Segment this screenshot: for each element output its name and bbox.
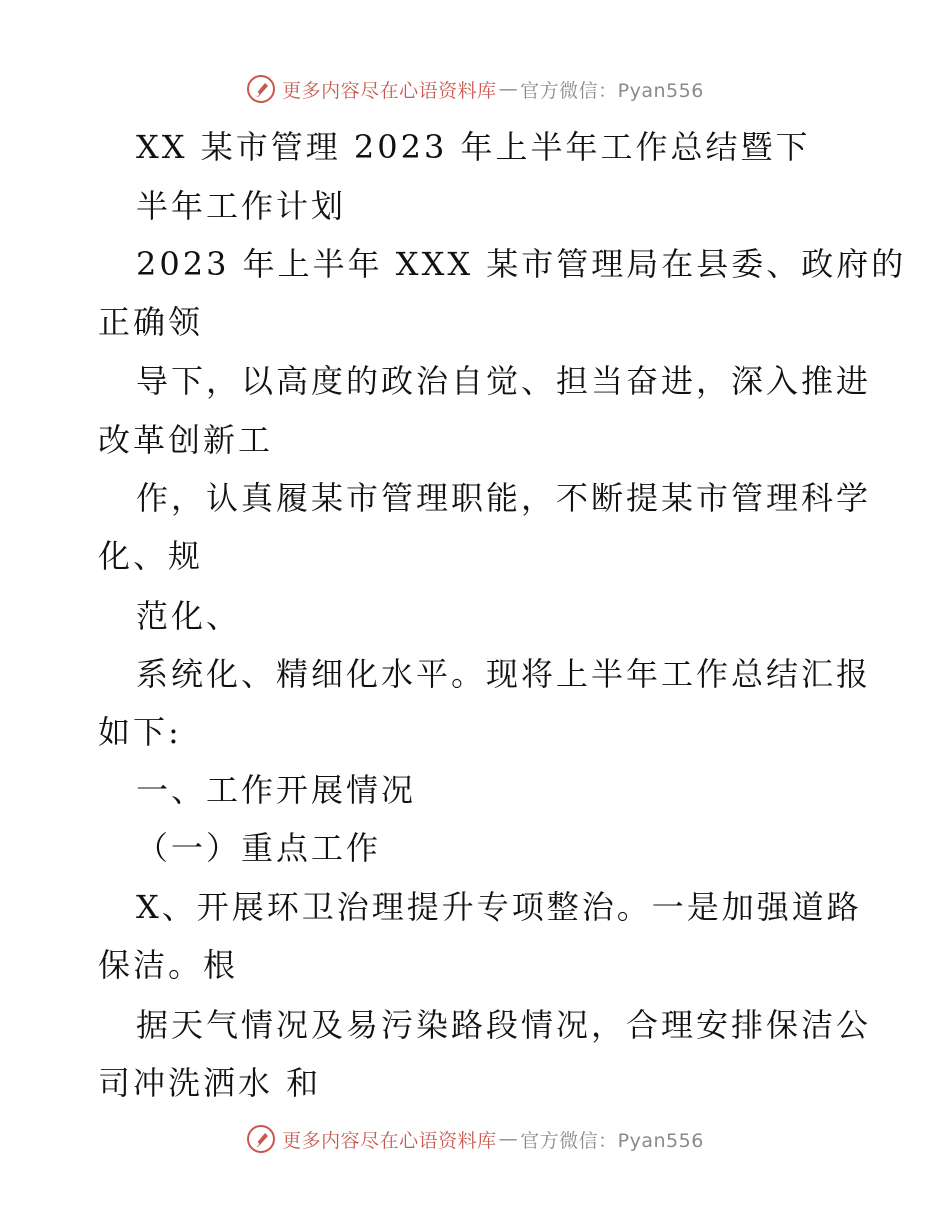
paragraph-line: 正确领 [98, 303, 204, 341]
watermark-separator: — [498, 78, 519, 100]
watermark-red-text: 更多内容尽在心语资料库 [282, 1129, 497, 1152]
paragraph-line: 化、规 [98, 537, 204, 575]
watermark-footer [0, 1124, 950, 1154]
watermark-grey-text: 官方微信：Pyan556 [520, 1129, 704, 1152]
pen-nib-logo-icon [246, 74, 276, 104]
paragraph-line: 范化、 [136, 597, 242, 635]
watermark-separator: — [498, 1128, 519, 1150]
paragraph-line: 如下: [98, 713, 182, 751]
paragraph-line: 据天气情况及易污染路段情况，合理安排保洁公 [136, 1006, 872, 1044]
paragraph-line: 保洁。根 [98, 946, 239, 984]
document-title-line-1: XX 某市管理 2023 年上半年工作总结暨下 [136, 128, 811, 166]
paragraph-line: 改革创新工 [98, 421, 274, 459]
paragraph-line: 系统化、精细化水平。现将上半年工作总结汇报 [136, 655, 872, 693]
section-heading: 一、工作开展情况 [136, 771, 417, 809]
document-title-line-2: 半年工作计划 [136, 187, 347, 225]
paragraph-line: 作，认真履某市管理职能，不断提某市管理科学 [136, 479, 872, 517]
paragraph-line: 2023 年上半年 XXX 某市管理局在县委、政府的 [136, 245, 907, 283]
pen-nib-logo-icon [246, 1124, 276, 1154]
watermark-header [0, 74, 950, 104]
watermark-grey-text: 官方微信：Pyan556 [520, 79, 704, 102]
paragraph-line: X、开展环卫治理提升专项整治。一是加强道路 [136, 888, 862, 926]
watermark-red-text: 更多内容尽在心语资料库 [282, 79, 497, 102]
subsection-heading: （一）重点工作 [136, 829, 382, 867]
paragraph-line: 导下，以高度的政治自觉、担当奋进，深入推进 [136, 362, 872, 400]
paragraph-line: 司冲洗洒水 和 [98, 1064, 322, 1102]
